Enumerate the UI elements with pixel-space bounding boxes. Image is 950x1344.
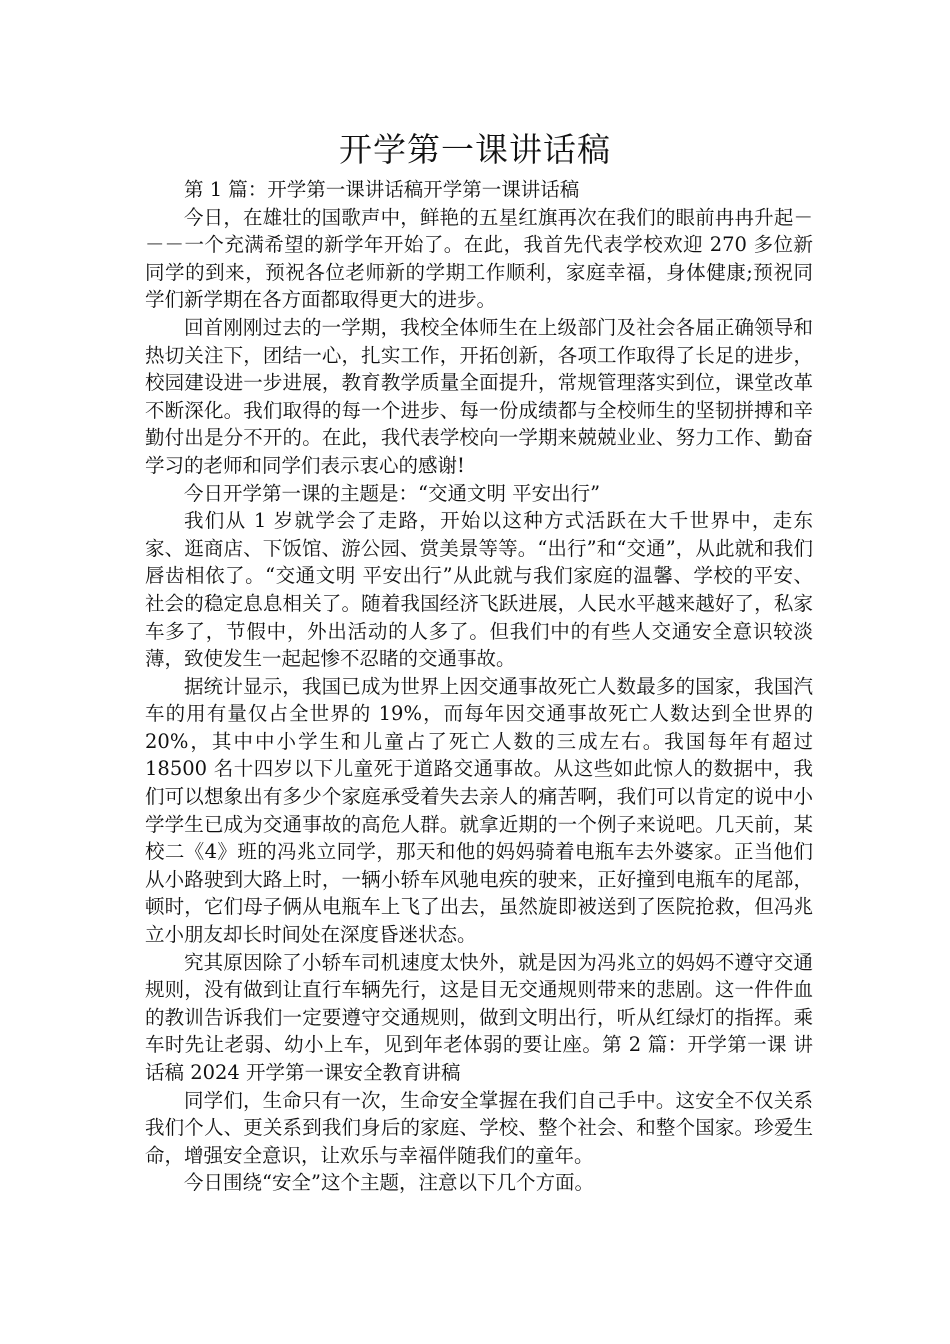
- paragraph-theme: 今日开学第一课的主题是：“交通文明 平安出行”: [184, 481, 601, 505]
- paragraph-review: 回首刚刚过去的一学期，我校全体师生在上级部门及社会各届正确领导和热切关注下，团结一心，扎实工作，开拓创新，各项工作取得了长足的进步，校园建设进一步进展，教育教学质量全面提升，常规管理落实到位，课堂改革不断深化。我们取得的每一个进步、每一份成绩都与全校师生的坚韧拼搏和辛勤付出是分不开的。在此，我代表学校向一学期来兢兢业业、努力工作、勤奋学习的老师和同学们表示衷心的感谢!: [145, 315, 813, 477]
- paragraph-statistics: 据统计显示，我国已成为世界上因交通事故死亡人数最多的国家，我国汽车的用有量仅占全世界的 19%，而每年因交通事故死亡人数达到全世界的 20%，其中中小学生和儿童占了死亡人数的三成左右。我国每年有超过 18500 名十四岁以下儿童死于道路交通事故。从这些如此惊人的数据中，我们可以想象出有多少个家庭承受着失去亲人的痛苦啊，我们可以肯定的说中小学学生已成为交通事故的高危人群。就拿近期的一个例子来说吧。几天前，某校二《4》班的冯兆立同学，那天和他的妈妈骑着电瓶车去外婆家。正当他们从小路驶到大路上时，一辆小轿车风驰电疾的驶来，正好撞到电瓶车的尾部，顿时，它们母子俩从电瓶车上飞了出去，虽然旋即被送到了医院抢救，但冯兆立小朋友却长时间处在深度昏迷状态。: [145, 674, 813, 947]
- document-title: 开学第一课讲话稿: [339, 130, 611, 169]
- paragraph-welcome: 今日，在雄壮的国歌声中，鲜艳的五星红旗再次在我们的眼前冉冉升起－－－一个充满希望的新学年开始了。在此，我首先代表学校欢迎 270 多位新同学的到来，预祝各位老师新的学期工作顺利，家庭幸福，身体健康;预祝同学们新学期在各方面都取得更大的进步。: [145, 205, 813, 312]
- section-heading-1: 第 1 篇：开学第一课讲话稿开学第一课讲话稿: [184, 178, 580, 201]
- paragraph-travel: 我们从 1 岁就学会了走路，开始以这种方式活跃在大千世界中，走东家、逛商店、下饭馆、游公园、赏美景等等。“出行”和“交通”，从此就和我们唇齿相依了。“交通文明 平安出行”从此就与我们家庭的温馨、学校的平安、社会的稳定息息相关了。随着我国经济飞跃进展，人民水平越来越好了，私家车多了，节假中，外出活动的人多了。但我们中的有些人交通安全意识较淡薄，致使发生一起起惨不忍睹的交通事故。: [145, 509, 813, 671]
- paragraph-safety-topic: 今日围绕“安全”这个主题，注意以下几个方面。: [184, 1171, 594, 1195]
- document-body: [145, 176, 813, 1197]
- paragraph-cause: 究其原因除了小轿车司机速度太快外，就是因为冯兆立的妈妈不遵守交通规则，没有做到让直行车辆先行，这是目无交通规则带来的悲剧。这一件件血的教训告诉我们一定要遵守交通规则，做到文明出行，听从红绿灯的指挥。乘车时先让老弱、幼小上车，见到年老体弱的要让座。第 2 篇：开学第一课 讲话稿 2024 开学第一课安全教育讲稿: [145, 950, 813, 1084]
- paragraph-life: 同学们，生命只有一次，生命安全掌握在我们自己手中。这安全不仅关系我们个人、更关系到我们身后的家庭、学校、整个社会、和整个国家。珍爱生命，增强安全意识，让欢乐与幸福伴随我们的童年。: [145, 1088, 813, 1167]
